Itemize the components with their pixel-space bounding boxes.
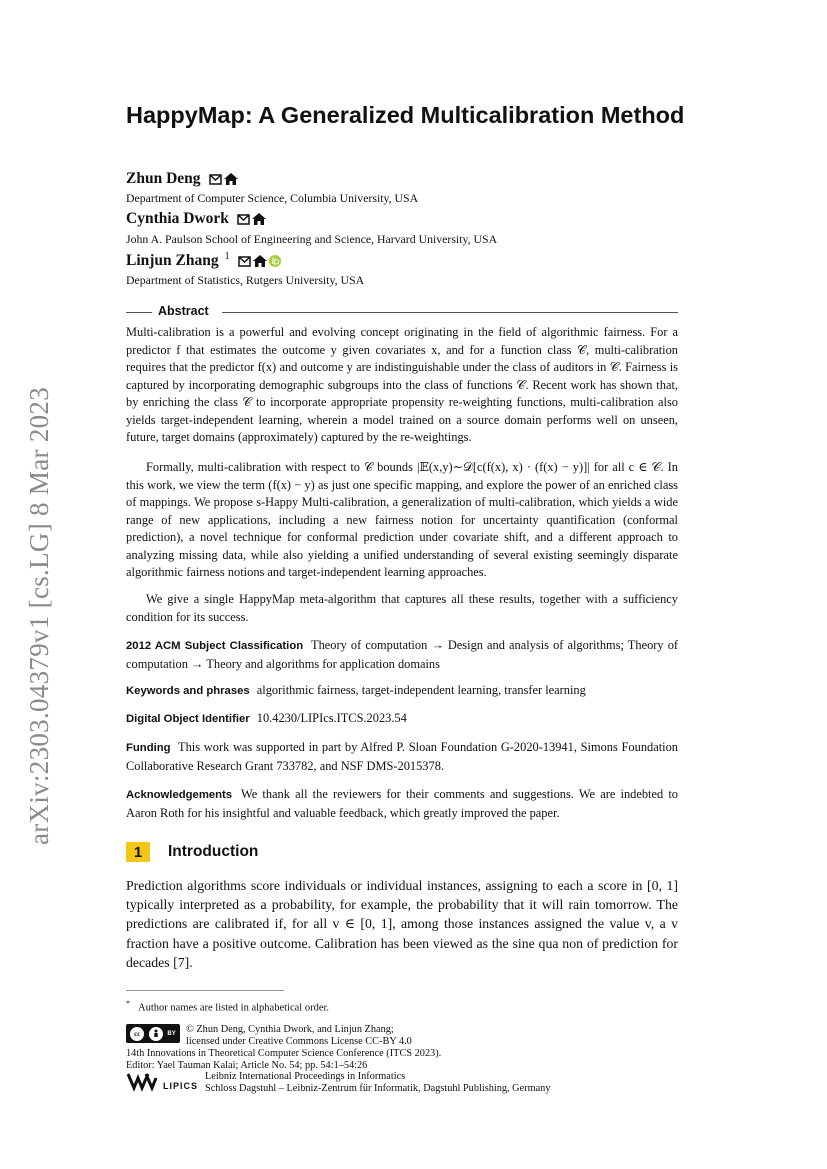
footnote-text: Author names are listed in alphabetical order. [138,1002,330,1014]
rule-right [222,312,678,313]
ack-text: We thank all the reviewers for their comments and suggestions. We are indebted to Aaron Roth for his insightful and valuable feedback, which greatly improved the paper. [126,787,679,820]
section-heading [126,842,258,862]
editor-line: Editor: Yael Tauman Kalai; Article No. 54; pp. 54:1–54:26 [126,1060,368,1071]
copyright-line: © Zhun Deng, Cynthia Dwork, and Linjun Zhang; [186,1024,394,1035]
rule-left [126,312,152,313]
doi-link[interactable]: 10.4230/LIPIcs.ITCS.2023.54 [256,711,407,725]
abstract-paragraph-2: Formally, multi-calibration with respect to 𝒞 bounds |𝔼(x,y)∼𝒟[c(f(x), x) · (f(x) − y)]| for all c ∈ 𝒞. In this work, we view the term (f(x) − y) as just one specific mapping, and explore the power of an enriched class of mappings. We propose s-Happy Multi-calibration, a generalization of multi-calibration, which yields a wide range of new applications, including a new fairness notion for uncertainty quantification (conformal prediction), a novel technique for conformal prediction under covariate shift, and a different approach to analyzing missing data, while also yielding a unified understanding of several existing seemingly disparate algorithmic fairness notions and target-independent learning approaches. [126,460,678,579]
author-3-name: Linjun Zhang [126,252,219,269]
home-icon[interactable] [253,255,267,267]
acm-classification [126,637,678,673]
funding-label: Funding [126,742,171,754]
paper-title: HappyMap: A Generalized Multicalibration Method [126,102,685,128]
footnote [126,999,329,1014]
author-1 [126,170,238,188]
mail-icon[interactable] [237,214,250,225]
keywords [126,682,678,701]
author-2 [126,210,266,228]
funding-text: This work was supported in part by Alfred P. Sloan Foundation G-2020-13941, Simons Foundation Collaborative Research Grant 733782, and NSF DMS-2015378. [126,740,678,773]
abstract-paragraph-3: We give a single HappyMap meta-algorithm that captures all these results, together with a sufficiency condition for its success. [126,592,678,624]
author-3 [126,252,281,270]
doi-label: Digital Object Identifier [126,713,250,725]
funding [126,739,678,775]
mail-icon[interactable] [238,256,251,267]
home-icon[interactable] [252,213,266,225]
series-line: Leibniz International Proceedings in Informatics [205,1071,406,1082]
publisher-line: Schloss Dagstuhl – Leibniz-Zentrum für Informatik, Dagstuhl Publishing, Germany [205,1083,551,1094]
lipics-logo-text: LIPICS [163,1081,199,1091]
acm-text: Theory of computation → Design and analysis of algorithms; Theory of computation → Theory and algorithms for application domains [126,638,679,671]
abstract-heading: Abstract [158,304,209,318]
footnote-mark: * [126,999,130,1008]
cc-icon: cc [130,1027,144,1041]
author-1-name: Zhun Deng [126,170,201,187]
license-line[interactable]: licensed under Creative Commons License CC-BY 4.0 [186,1036,412,1047]
arxiv-sidebar-id: arXiv:2303.04379v1 [cs.LG] 8 Mar 2023 [24,386,54,845]
author-3-footnote-mark: 1 [224,250,230,262]
abstract-paragraph-1: Multi-calibration is a powerful and evolving concept originating in the field of algorithmic fairness. For a predictor f that estimates the outcome y given covariates x, and for a function class 𝒞, multi-calibration requires that the predictor f(x) and outcome y are indistinguishable under the class of auditors in 𝒞. Fairness is captured by incorporating demographic subgroups into the class of functions 𝒞. Recent work has shown that, by enriching the class 𝒞 to incorporate appropriate propensity re-weighting functions, multi-calibration also yields target-independent learning, wherein a model trained on a source domain performs well on unseen, future, target domains (approximately) captured by the re-weightings. [126,325,678,444]
abstract-rule [126,305,678,319]
author-2-affiliation: John A. Paulson School of Engineering and Science, Harvard University, USA [126,232,498,246]
author-2-name: Cynthia Dwork [126,210,229,227]
mail-icon[interactable] [209,174,222,185]
conference-line: 14th Innovations in Theoretical Computer Science Conference (ITCS 2023). [126,1048,442,1059]
by-person-icon [149,1027,163,1041]
author-1-affiliation: Department of Computer Science, Columbia University, USA [126,191,419,205]
keywords-label: Keywords and phrases [126,685,250,697]
introduction-paragraph: Prediction algorithms score individuals or individual instances, assigning to each a score in [0, 1] typically interpreted as a probability, for example, the probability that it will rain tomorrow. The predictions are calibrated if, for all v ∈ [0, 1], among those instances assigned the value v, a v fraction have a positive outcome. Calibration has been viewed as the sine qua non of prediction for decades [7]. [126,878,678,970]
cc-license-badge[interactable] [126,1024,180,1043]
cc-by-label: BY [167,1030,176,1037]
acknowledgements [126,786,678,822]
acm-label: 2012 ACM Subject Classification [126,640,304,652]
section-number: 1 [126,842,150,862]
ack-label: Acknowledgements [126,789,233,801]
home-icon[interactable] [224,173,238,185]
author-3-affiliation: Department of Statistics, Rutgers University, USA [126,273,365,287]
keywords-text: algorithmic fairness, target-independent learning, transfer learning [256,683,586,697]
footnote-rule [126,990,284,991]
doi [126,710,678,729]
orcid-icon[interactable] [269,255,281,267]
section-title: Introduction [168,843,259,860]
